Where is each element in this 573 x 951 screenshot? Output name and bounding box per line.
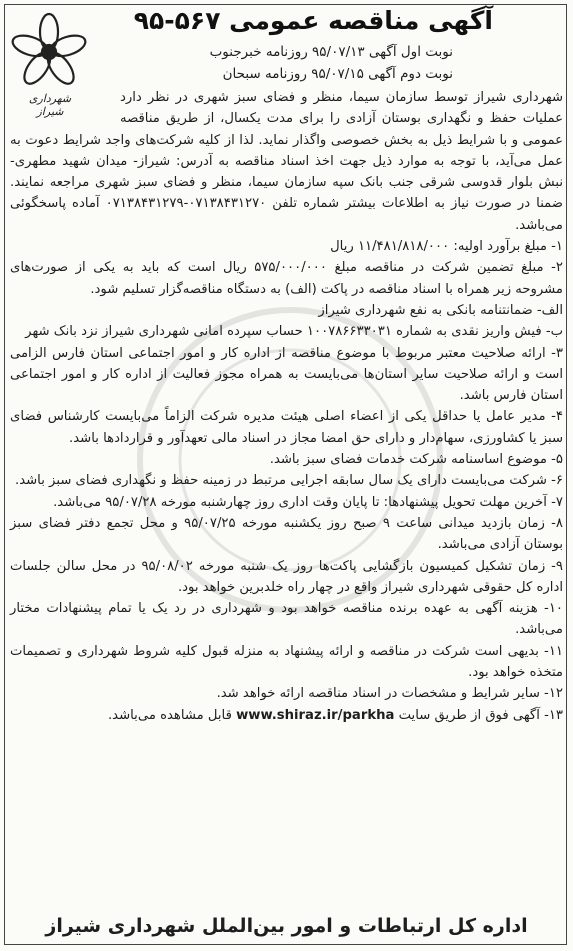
condition-item: ۱۱- بدیهی است شرکت در مناقصه و ارائه پیشنهاد به منزله قبول کلیه شروط شهرداری و تصمیمات متخذه خواهد بود. <box>10 643 563 681</box>
condition-item: ۱- مبلغ برآورد اولیه: ۱۱/۴۸۱/۸۱۸/۰۰۰ ریال <box>330 239 563 255</box>
condition-item: ۹- زمان تشکیل کمیسیون بازگشایی پاکت‌ها روز یک شنبه مورخه ۹۵/۰۸/۰۲ در محل سالن جلسات اداره کل حقوقی شهرداری شیراز واقع در چهار راه خلدبرین خواهد بود. <box>10 558 563 595</box>
condition-item: ۳- ارائه صلاحیت معتبر مربوط با موضوع مناقصه از اداره کار و امور اجتماعی استان فارس الزامی است و ارائه صلاحیت سایر استان‌ها می‌بایست به همراه مجوز فعالیت از اداره کار و امور اجتماعی استان فارس باشد. <box>10 345 563 404</box>
logo-wrap-spacer <box>10 87 120 129</box>
item13-suffix: قابل مشاهده می‌باشد. <box>107 707 237 723</box>
intro-text <box>10 87 563 726</box>
item13-prefix: ۱۳- آگهی فوق از طریق سایت <box>394 707 563 723</box>
condition-item: ۴- مدیر عامل یا حداقل یکی از اعضاء اصلی هیئت مدیره شرکت الزاماً می‌بایست کارشناس فضای سبز یا کشاورزی، سهام‌دار و دارای حق امضا مجاز در اسناد مالی تعهدآور و قراردادها باشد. <box>10 409 563 446</box>
condition-item: ۶- شرکت می‌بایست دارای یک سال سابقه اجرایی مرتبط در زمینه حفظ و نگهداری فضای سبز باشد. <box>15 473 563 489</box>
conditions-list <box>10 236 563 726</box>
condition-item: ۷- آخرین مهلت تحویل پیشنهادها: تا پایان وقت اداری روز چهارشنبه مورخه ۹۵/۰۷/۲۸ می‌باشد. <box>53 494 563 510</box>
condition-item: ۵- موضوع اساسنامه شرکت خدمات فضای سبز باشد. <box>269 452 563 468</box>
condition-item: الف- ضمانتنامه بانکی به نفع شهرداری شیراز <box>318 302 563 318</box>
intro-text-content: شهرداری شیراز توسط سازمان سیما، منظر و فضای سبز شهری در نظر دارد عملیات حفظ و نگهداری بوستان آزادی را برای مدت یکسال، از طریق مناقصه عمومی و با شرایط ذیل به بخش خصوصی واگذار نماید. لذا از کلیه شرکت‌های واجد شرایط دعوت به عمل می‌آید، با توجه به موارد ذیل جهت اخذ اسناد مناقصه به آدرس: شیراز- میدان شهید مطهری- نبش بلوار قدوسی شرقی جنب بانک سپه سازمان سیما، منظر و فضای سبز شهری مراجعه نمایند. ضمنا در صورت نیاز به اطلاعات بیشتر شماره تلفن ۰۷۱۳۸۴۳۱۲۷۰-۰۷۱۳۸۴۳۱۲۷۹ آماده پاسخگوئی می‌باشد. <box>10 90 564 233</box>
condition-item-website <box>10 705 563 726</box>
logo-caption: شهرداری شیراز <box>28 92 72 118</box>
condition-item: ۸- زمان بازدید میدانی ساعت ۹ صبح روز یکشنبه مورخه ۹۵/۰۷/۲۵ و محل تجمع دفتر فضای سبز بوستان آزادی می‌باشد. <box>10 515 564 553</box>
condition-item: ب- فیش واریز نقدی به شماره ۱۰۰۷۸۶۶۳۳۰۳۱ حساب سپرده امانی شهرداری شیراز نزد بانک شهر <box>25 324 563 340</box>
publication-first: نوبت اول آگهی ۹۵/۰۷/۱۳ روزنامه خبرجنوب <box>209 44 453 60</box>
website-link[interactable]: www.shiraz.ir/parkha <box>236 707 395 723</box>
publication-second: نوبت دوم آگهی ۹۵/۰۷/۱۵ روزنامه سبحان <box>222 66 453 82</box>
condition-item: ۲- مبلغ تضمین شرکت در مناقصه مبلغ ۵۷۵/۰۰۰/۰۰۰ ریال است که باید به یکی از صورت‌های مشروحه زیر همراه با اسناد مناقصه در پاکت (الف) به دستگاه مناقصه‌گزار تسلیم شود. <box>10 260 563 297</box>
notice-title: آگهی مناقصه عمومی ۵۶۷-۹۵ <box>133 6 493 35</box>
intro-paragraph <box>10 87 563 236</box>
issuer-footer: اداره کل ارتباطات و امور بین‌الملل شهرداری شیراز <box>45 915 528 937</box>
condition-item: ۱۲- سایر شرایط و مشخصات در اسناد مناقصه ارائه خواهد شد. <box>216 686 563 702</box>
condition-item: ۱۰- هزینه آگهی به عهده برنده مناقصه خواهد بود و شهرداری در رد یک یا تمام پیشنهادات مختار می‌باشد. <box>10 601 563 638</box>
